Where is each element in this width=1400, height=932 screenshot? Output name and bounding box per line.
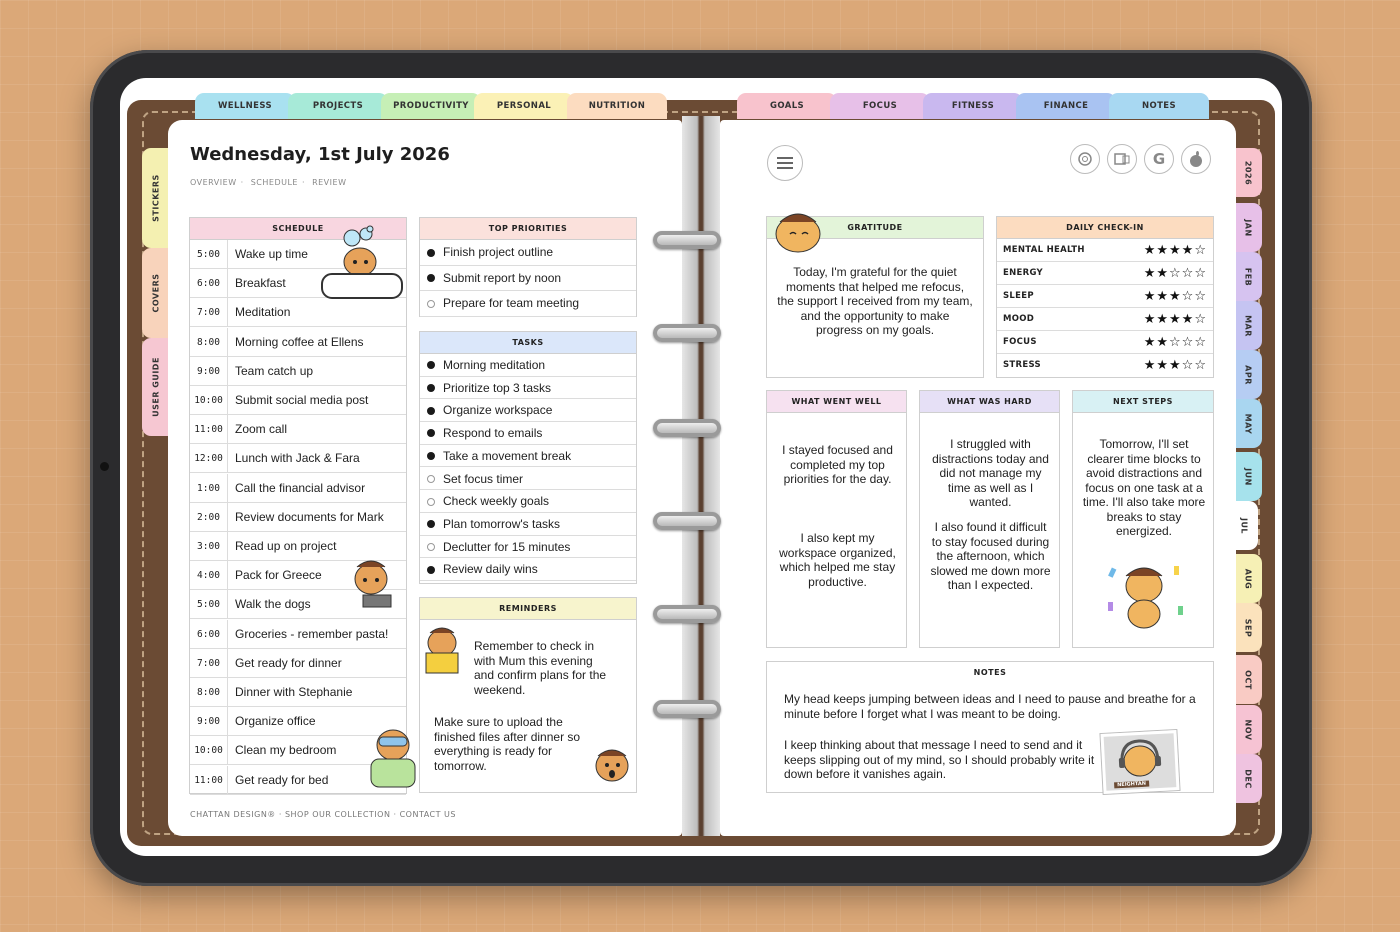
month-tab-label: MAR bbox=[1243, 314, 1253, 337]
tasks-section bbox=[419, 331, 637, 584]
month-tab-label: NOV bbox=[1243, 719, 1253, 740]
filled-bullet-icon[interactable] bbox=[427, 429, 435, 437]
page-title: Wednesday, 1st July 2026 bbox=[190, 144, 450, 165]
schedule-task[interactable]: Clean my bedroom bbox=[235, 743, 337, 758]
star-rating-icon[interactable]: ★★★★☆ bbox=[1143, 243, 1207, 258]
priorities-header: TOP PRIORITIES bbox=[420, 218, 636, 240]
month-tab-may[interactable] bbox=[1234, 399, 1262, 448]
bathtub-horse-sticker bbox=[318, 222, 406, 300]
menu-button[interactable] bbox=[767, 145, 803, 181]
schedule-time: 8:00 bbox=[190, 328, 228, 356]
month-tab-label: FEB bbox=[1243, 267, 1253, 286]
schedule-task[interactable]: Lunch with Jack & Fara bbox=[235, 451, 360, 466]
schedule-time: 4:00 bbox=[190, 561, 228, 589]
next-steps-text: Tomorrow, I'll set clearer time blocks to avoid distractions and focus on one task at a time. I'll also take more breaks to stay energized. bbox=[1082, 437, 1206, 538]
was-hard-header: WHAT WAS HARD bbox=[920, 391, 1059, 413]
checkin-label: ENERGY bbox=[1003, 268, 1044, 278]
subnav-schedule[interactable]: SCHEDULE bbox=[250, 178, 298, 187]
checkin-section bbox=[996, 216, 1214, 378]
photo-sticker bbox=[1100, 730, 1179, 794]
tab-personal[interactable]: PERSONAL bbox=[474, 93, 574, 119]
tab-projects[interactable]: PROJECTS bbox=[288, 93, 388, 119]
month-tab-nov[interactable] bbox=[1234, 705, 1262, 754]
schedule-row[interactable] bbox=[190, 444, 406, 473]
tasks-item-text: Morning meditation bbox=[443, 358, 546, 372]
tasks-item-text: Organize workspace bbox=[443, 403, 553, 418]
month-tab-label: APR bbox=[1243, 364, 1253, 385]
footer-contact-link[interactable]: CONTACT US bbox=[399, 810, 456, 819]
tasks-item[interactable] bbox=[420, 513, 636, 536]
filled-bullet-icon[interactable] bbox=[427, 566, 435, 574]
celebrating-horse-sticker bbox=[1104, 558, 1188, 634]
star-rating-icon[interactable]: ★★☆☆☆ bbox=[1143, 266, 1207, 281]
tasks-item[interactable] bbox=[420, 422, 636, 445]
schedule-time: 3:00 bbox=[190, 532, 228, 560]
was-hard-section bbox=[919, 390, 1060, 648]
tab-finance[interactable]: FINANCE bbox=[1016, 93, 1116, 119]
month-tab-dec[interactable] bbox=[1234, 754, 1262, 803]
schedule-task[interactable]: Review documents for Mark bbox=[235, 509, 384, 524]
tab-productivity[interactable]: PRODUCTIVITY bbox=[381, 93, 481, 119]
schedule-task[interactable]: Walk the dogs bbox=[235, 597, 311, 612]
checkin-row bbox=[997, 354, 1213, 377]
binder-spine bbox=[682, 116, 720, 836]
priorities-item[interactable] bbox=[420, 240, 636, 266]
chatgpt-button[interactable] bbox=[1070, 144, 1100, 174]
tasks-item-text: Check weekly goals bbox=[443, 494, 550, 509]
star-rating-icon[interactable]: ★★★★☆ bbox=[1143, 312, 1207, 327]
footer-brand[interactable]: CHATTAN DESIGN® bbox=[190, 810, 276, 819]
apple-button[interactable] bbox=[1181, 144, 1211, 174]
reading-horse-sticker bbox=[420, 625, 468, 685]
binder-ring bbox=[653, 231, 721, 249]
star-rating-icon[interactable]: ★★★☆☆ bbox=[1143, 289, 1207, 304]
schedule-row[interactable] bbox=[190, 298, 406, 327]
binder-ring bbox=[653, 419, 721, 437]
went-well-header: WHAT WENT WELL bbox=[767, 391, 906, 413]
surprised-horse-sticker bbox=[592, 742, 636, 786]
schedule-task[interactable]: Call the financial advisor bbox=[235, 480, 366, 495]
schedule-time: 10:00 bbox=[190, 736, 228, 764]
schedule-time: 7:00 bbox=[190, 298, 228, 326]
filled-bullet-icon[interactable] bbox=[427, 452, 435, 460]
schedule-time: 7:00 bbox=[190, 649, 228, 677]
month-tab-jun[interactable] bbox=[1234, 452, 1262, 501]
month-tab-label: JAN bbox=[1243, 218, 1253, 237]
went-well-text-1: I stayed focused and completed my top priorities for the day. bbox=[782, 443, 893, 486]
tasks-item[interactable] bbox=[420, 558, 636, 581]
schedule-section bbox=[189, 217, 407, 794]
empty-bullet-icon[interactable] bbox=[427, 543, 435, 551]
schedule-time: 1:00 bbox=[190, 474, 228, 502]
month-tab-label: JUN bbox=[1243, 467, 1253, 486]
month-tab-label: AUG bbox=[1243, 568, 1253, 589]
notes-text-2: I keep thinking about that message I need to send and it keeps slipping out of my mind, so I should probably write it down before it vanishes again. bbox=[784, 738, 1095, 781]
tasks-item-text: Respond to emails bbox=[443, 426, 543, 441]
sub-navigation bbox=[190, 178, 350, 187]
schedule-time: 8:00 bbox=[190, 678, 228, 706]
schedule-task[interactable]: Zoom call bbox=[235, 422, 288, 437]
month-tab-mar[interactable] bbox=[1234, 301, 1262, 350]
schedule-task[interactable]: Submit social media post bbox=[235, 393, 369, 407]
schedule-row[interactable] bbox=[190, 503, 406, 532]
priorities-item[interactable] bbox=[420, 266, 636, 292]
star-rating-icon[interactable]: ★★☆☆☆ bbox=[1143, 335, 1207, 350]
priorities-item-text: Submit report by noon bbox=[443, 270, 562, 285]
bucket-horse-sticker bbox=[365, 723, 421, 789]
schedule-row[interactable] bbox=[190, 357, 406, 386]
left-tab-stickers[interactable] bbox=[142, 148, 170, 248]
checkin-label: SLEEP bbox=[1003, 291, 1034, 301]
subnav-overview[interactable]: OVERVIEW bbox=[190, 178, 237, 187]
tasks-item-text: Declutter for 15 minutes bbox=[443, 539, 571, 554]
left-tab-label: COVERS bbox=[151, 273, 161, 313]
subnav-separator: · bbox=[240, 178, 244, 187]
month-tab-sep[interactable] bbox=[1234, 603, 1262, 652]
google-icon: G bbox=[1152, 150, 1166, 168]
schedule-time: 12:00 bbox=[190, 444, 228, 472]
tasks-item-text: Review daily wins bbox=[443, 562, 538, 577]
tasks-item-text: Plan tomorrow's tasks bbox=[443, 516, 560, 531]
schedule-time: 6:00 bbox=[190, 269, 228, 297]
tasks-item[interactable] bbox=[420, 445, 636, 468]
reminder-text-1: Remember to check in with Mum this evening and confirm plans for the weekend. bbox=[474, 639, 607, 697]
schedule-row[interactable] bbox=[190, 649, 406, 678]
left-tab-label: STICKERS bbox=[151, 174, 161, 222]
left-tab-label: USER GUIDE bbox=[151, 357, 161, 417]
month-tab-label: JUL bbox=[1239, 517, 1249, 534]
month-tab-label: DEC bbox=[1243, 768, 1253, 789]
month-tab-jan[interactable] bbox=[1234, 203, 1262, 252]
filled-bullet-icon[interactable] bbox=[427, 249, 435, 257]
month-tab-apr[interactable] bbox=[1234, 350, 1262, 399]
tasks-item-text: Prioritize top 3 tasks bbox=[443, 380, 552, 395]
schedule-task[interactable]: Groceries - remember pasta! bbox=[235, 626, 389, 641]
checkin-row bbox=[997, 239, 1213, 262]
subnav-separator: · bbox=[301, 178, 306, 187]
schedule-time: 9:00 bbox=[190, 357, 228, 385]
schedule-row[interactable] bbox=[190, 474, 406, 503]
tasks-item[interactable] bbox=[420, 490, 636, 513]
empty-bullet-icon[interactable] bbox=[427, 300, 435, 308]
schedule-row[interactable] bbox=[190, 386, 406, 415]
footer-separator: · bbox=[393, 810, 400, 819]
checkin-row bbox=[997, 285, 1213, 308]
empty-bullet-icon[interactable] bbox=[427, 475, 435, 483]
priorities-item-text: Prepare for team meeting bbox=[443, 296, 580, 311]
month-tab-label: OCT bbox=[1243, 669, 1253, 690]
tasks-item[interactable] bbox=[420, 377, 636, 400]
filled-bullet-icon[interactable] bbox=[427, 361, 435, 369]
outlook-button[interactable] bbox=[1107, 144, 1137, 174]
outlook-icon bbox=[1114, 151, 1130, 167]
footer-shop-link[interactable]: SHOP OUR COLLECTION bbox=[284, 810, 391, 819]
priorities-item-text: Finish project outline bbox=[443, 245, 554, 259]
priorities-section bbox=[419, 217, 637, 317]
schedule-task[interactable]: Organize office bbox=[235, 714, 316, 729]
tasks-item[interactable] bbox=[420, 468, 636, 491]
empty-bullet-icon[interactable] bbox=[427, 498, 435, 506]
checkin-label: MOOD bbox=[1003, 314, 1035, 324]
google-button[interactable] bbox=[1144, 144, 1174, 174]
reminder-text-2: Make sure to upload the finished files after dinner so everything is ready for tomorrow. bbox=[434, 715, 581, 773]
chatgpt-icon bbox=[1077, 151, 1093, 167]
schedule-task[interactable]: Morning coffee at Ellens bbox=[235, 334, 364, 349]
went-well-text-2: I also kept my workspace organized, which helped me stay productive. bbox=[779, 531, 896, 589]
gratitude-header: GRATITUDE bbox=[767, 217, 983, 239]
schedule-time: 2:00 bbox=[190, 503, 228, 531]
schedule-task[interactable]: Pack for Greece bbox=[235, 568, 322, 583]
schedule-task[interactable]: Get ready for dinner bbox=[235, 655, 342, 670]
was-hard-text-1: I struggled with distractions today and did not manage my time as well as I wanted. bbox=[932, 437, 1049, 509]
star-rating-icon[interactable]: ★★★☆☆ bbox=[1143, 358, 1207, 373]
tasks-header: TASKS bbox=[420, 332, 636, 354]
schedule-time: 11:00 bbox=[190, 415, 228, 443]
schedule-row[interactable] bbox=[190, 620, 406, 649]
checkin-row bbox=[997, 262, 1213, 285]
binder-ring bbox=[653, 605, 721, 623]
checkin-label: STRESS bbox=[1003, 360, 1041, 370]
tab-notes[interactable]: NOTES bbox=[1109, 93, 1209, 119]
month-tab-feb[interactable] bbox=[1234, 252, 1262, 301]
tab-focus[interactable]: FOCUS bbox=[830, 93, 930, 119]
tablet-camera bbox=[100, 462, 109, 471]
schedule-time: 11:00 bbox=[190, 766, 228, 794]
reminders-header: REMINDERS bbox=[420, 598, 636, 620]
went-well-section bbox=[766, 390, 907, 648]
tasks-item[interactable] bbox=[420, 399, 636, 422]
month-tab-label: MAY bbox=[1243, 413, 1253, 434]
footer-links bbox=[190, 810, 456, 819]
schedule-task[interactable]: Meditation bbox=[235, 305, 291, 320]
month-tab-2026[interactable] bbox=[1234, 148, 1262, 197]
filled-bullet-icon[interactable] bbox=[427, 520, 435, 528]
schedule-time: 10:00 bbox=[190, 386, 228, 414]
tasks-item-text: Set focus timer bbox=[443, 471, 524, 486]
schedule-row[interactable] bbox=[190, 678, 406, 707]
schedule-row[interactable] bbox=[190, 415, 406, 444]
notes-text-1: My head keeps jumping between ideas and I need to pause and breathe for a minute before I forget what I was meant to be doing. bbox=[784, 692, 1196, 721]
tab-wellness[interactable]: WELLNESS bbox=[195, 93, 295, 119]
packing-horse-sticker bbox=[345, 557, 407, 609]
tab-fitness[interactable]: FITNESS bbox=[923, 93, 1023, 119]
binder-ring bbox=[653, 700, 721, 718]
left-tab-user-guide[interactable] bbox=[142, 338, 170, 436]
footer-separator: · bbox=[278, 810, 285, 819]
gratitude-text: Today, I'm grateful for the quiet moments that helped me refocus, the support I received from my team, and the opportunity to make progress on my goals. bbox=[777, 265, 973, 337]
menu-icon bbox=[777, 156, 793, 170]
month-tab-oct[interactable] bbox=[1234, 655, 1262, 704]
schedule-task[interactable]: Breakfast bbox=[235, 276, 286, 291]
checkin-row bbox=[997, 308, 1213, 331]
checkin-label: FOCUS bbox=[1003, 337, 1037, 347]
left-tab-covers[interactable] bbox=[142, 248, 170, 338]
filled-bullet-icon[interactable] bbox=[427, 384, 435, 392]
apple-icon bbox=[1189, 151, 1203, 167]
tasks-item[interactable] bbox=[420, 354, 636, 377]
priorities-item[interactable] bbox=[420, 291, 636, 317]
filled-bullet-icon[interactable] bbox=[427, 274, 435, 282]
next-steps-header: NEXT STEPS bbox=[1073, 391, 1213, 413]
tasks-item-text: Take a movement break bbox=[443, 448, 572, 463]
month-tab-label: SEP bbox=[1243, 618, 1253, 637]
photo-sticker-label: NEIGHTAN bbox=[1114, 781, 1149, 789]
checkin-label: MENTAL HEALTH bbox=[1003, 245, 1085, 255]
subnav-review[interactable]: REVIEW bbox=[312, 178, 347, 187]
gratitude-horse-sticker bbox=[768, 206, 830, 258]
checkin-row bbox=[997, 331, 1213, 354]
month-tab-label: 2026 bbox=[1243, 160, 1253, 185]
filled-bullet-icon[interactable] bbox=[427, 407, 435, 415]
schedule-task[interactable]: Get ready for bed bbox=[235, 772, 329, 787]
schedule-time: 5:00 bbox=[190, 590, 228, 618]
month-tab-aug[interactable] bbox=[1234, 554, 1262, 603]
schedule-time: 9:00 bbox=[190, 707, 228, 735]
schedule-task[interactable]: Dinner with Stephanie bbox=[235, 685, 353, 699]
tab-goals[interactable]: GOALS bbox=[737, 93, 837, 119]
binder-ring bbox=[653, 324, 721, 342]
tab-nutrition[interactable]: NUTRITION bbox=[567, 93, 667, 119]
was-hard-text-2: I also found it difficult to stay focused during the afternoon, which slowed me down more than I expected. bbox=[930, 520, 1051, 592]
schedule-header: SCHEDULE bbox=[190, 218, 406, 240]
schedule-row[interactable] bbox=[190, 328, 406, 357]
schedule-task[interactable]: Wake up time bbox=[235, 247, 308, 261]
checkin-header: DAILY CHECK-IN bbox=[997, 217, 1213, 239]
notes-header: NOTES bbox=[973, 668, 1007, 677]
schedule-task[interactable]: Team catch up bbox=[235, 363, 314, 378]
schedule-task[interactable]: Read up on project bbox=[235, 539, 337, 553]
schedule-time: 5:00 bbox=[190, 240, 228, 268]
tasks-item[interactable] bbox=[420, 536, 636, 559]
schedule-time: 6:00 bbox=[190, 620, 228, 648]
binder-ring bbox=[653, 512, 721, 530]
